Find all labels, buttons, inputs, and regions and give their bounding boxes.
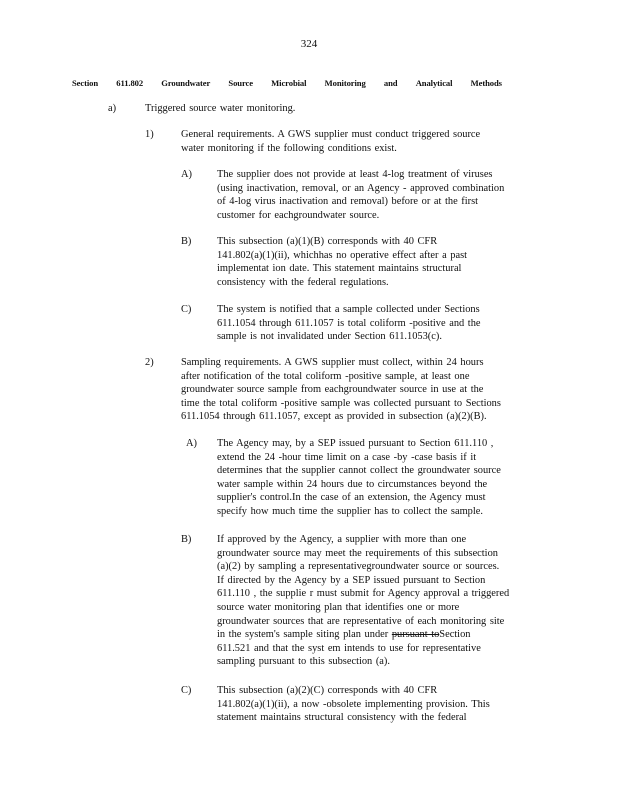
paragraph-1A-text bbox=[217, 168, 522, 222]
paragraph-2C-label: C) bbox=[181, 685, 192, 696]
text-line: water sample within 24 hours due to circumstances beyond the bbox=[217, 478, 488, 490]
text-line: (a)(2) by sampling a representativegroundwater source or sources. bbox=[217, 561, 500, 573]
paragraph-2A-text bbox=[217, 437, 534, 519]
text-fragment: Section bbox=[439, 629, 471, 641]
subsection-a-label: a) bbox=[108, 103, 117, 114]
text-line: sampling pursuant to this subsection (a). bbox=[217, 656, 390, 668]
text-line: source water monitoring plan that identifies one or more bbox=[217, 601, 460, 613]
text-line: groundwater source sample from eachgroundwater source in use at the bbox=[181, 384, 484, 396]
text-line: (using inactivation, removal, or an Agency - approved combination bbox=[217, 182, 505, 194]
text-line: of 4-log virus inactivation and removal) before or at the first bbox=[217, 196, 479, 208]
text-line: 141.802(a)(1)(ii), whichhas no operative effect after a past bbox=[217, 249, 468, 261]
text-line: If approved by the Agency, a supplier with more than one bbox=[217, 534, 467, 545]
section-heading bbox=[72, 77, 502, 91]
text-line bbox=[217, 628, 539, 642]
text-line: 611.1054 through 611.1057 is total coliform -positive and the bbox=[217, 317, 481, 329]
heading-word: Section bbox=[72, 78, 99, 88]
text-line: implementat ion date. This statement maintains structural bbox=[217, 263, 462, 275]
text-line: supplier's control.In the case of an extension, the Agency must bbox=[217, 492, 486, 504]
heading-word: Monitoring bbox=[324, 78, 366, 88]
text-line: time the total coliform -positive sample was collected pursuant to Sections bbox=[181, 397, 501, 409]
text-line: The supplier does not provide at least 4-log treatment of viruses bbox=[217, 169, 493, 180]
paragraph-1B-text bbox=[217, 235, 522, 289]
text-line: 611.110 , the supplie r must submit for Agency approval a triggered bbox=[217, 588, 510, 600]
heading-word: Groundwater bbox=[161, 78, 211, 88]
text-line: customer for eachgroundwater source. bbox=[217, 209, 380, 221]
paragraph-1C-text bbox=[217, 303, 522, 344]
text-line: determines that the supplier cannot collect the groundwater source bbox=[217, 465, 501, 477]
text-line: This subsection (a)(2)(C) corresponds with 40 CFR bbox=[217, 685, 438, 696]
text-line: after notification of the total coliform -positive sample, at least one bbox=[181, 370, 470, 382]
paragraph-2-text bbox=[181, 356, 529, 424]
text-line: 611.521 and that the syst em intends to use for representative bbox=[217, 642, 481, 654]
text-line: The Agency may, by a SEP issued pursuant to Section 611.110 , bbox=[217, 438, 494, 449]
text-line: extend the 24 -hour time limit on a case -by -case basis if it bbox=[217, 451, 477, 463]
text-line: Sampling requirements. A GWS supplier must collect, within 24 hours bbox=[181, 357, 484, 368]
paragraph-2C-text bbox=[217, 684, 522, 725]
heading-word: Source bbox=[228, 78, 253, 88]
text-line: If directed by the Agency by a SEP issued pursuant to Section bbox=[217, 574, 486, 586]
paragraph-1B-label: B) bbox=[181, 236, 192, 247]
text-line: sample is not invalidated under Section 611.1053(c). bbox=[217, 331, 442, 343]
struck-text: pursuant to bbox=[391, 629, 440, 641]
paragraph-2A-label: A) bbox=[186, 438, 197, 449]
paragraph-2B-label: B) bbox=[181, 534, 192, 545]
text-fragment: in the system's sample siting plan under bbox=[217, 629, 389, 641]
heading-word: 611.802 bbox=[116, 78, 144, 88]
heading-word: Methods bbox=[470, 78, 502, 88]
paragraph-2-label: 2) bbox=[145, 357, 154, 368]
text-line: 611.1054 through 611.1057, except as provided in subsection (a)(2)(B). bbox=[181, 411, 487, 423]
paragraph-1-text bbox=[181, 128, 519, 155]
text-line: 141.802(a)(1)(ii), a now -obsolete implementing provision. This bbox=[217, 698, 490, 710]
text-line: The system is notified that a sample collected under Sections bbox=[217, 304, 480, 315]
text-line: specify how much time the supplier has to collect the sample. bbox=[217, 505, 483, 517]
paragraph-2B-text bbox=[217, 533, 539, 669]
heading-word: Analytical bbox=[415, 78, 453, 88]
heading-word: and bbox=[383, 78, 398, 88]
paragraph-1A-label: A) bbox=[181, 169, 192, 180]
text-line: groundwater source may meet the requirements of this subsection bbox=[217, 547, 498, 559]
text-line: water monitoring if the following conditions exist. bbox=[181, 142, 397, 154]
paragraph-1C-label: C) bbox=[181, 304, 192, 315]
text-line: groundwater sources that are representative of each monitoring site bbox=[217, 615, 505, 627]
subsection-a-text: Triggered source water monitoring. bbox=[145, 103, 296, 114]
text-line: General requirements. A GWS supplier must conduct triggered source bbox=[181, 129, 481, 140]
page-number: 324 bbox=[300, 38, 318, 50]
paragraph-1-label: 1) bbox=[145, 129, 154, 140]
text-line: statement maintains structural consistency with the federal bbox=[217, 712, 467, 724]
text-line: consistency with the federal regulations. bbox=[217, 276, 389, 288]
text-line: This subsection (a)(1)(B) corresponds with 40 CFR bbox=[217, 236, 438, 247]
heading-word: Microbial bbox=[271, 78, 307, 88]
